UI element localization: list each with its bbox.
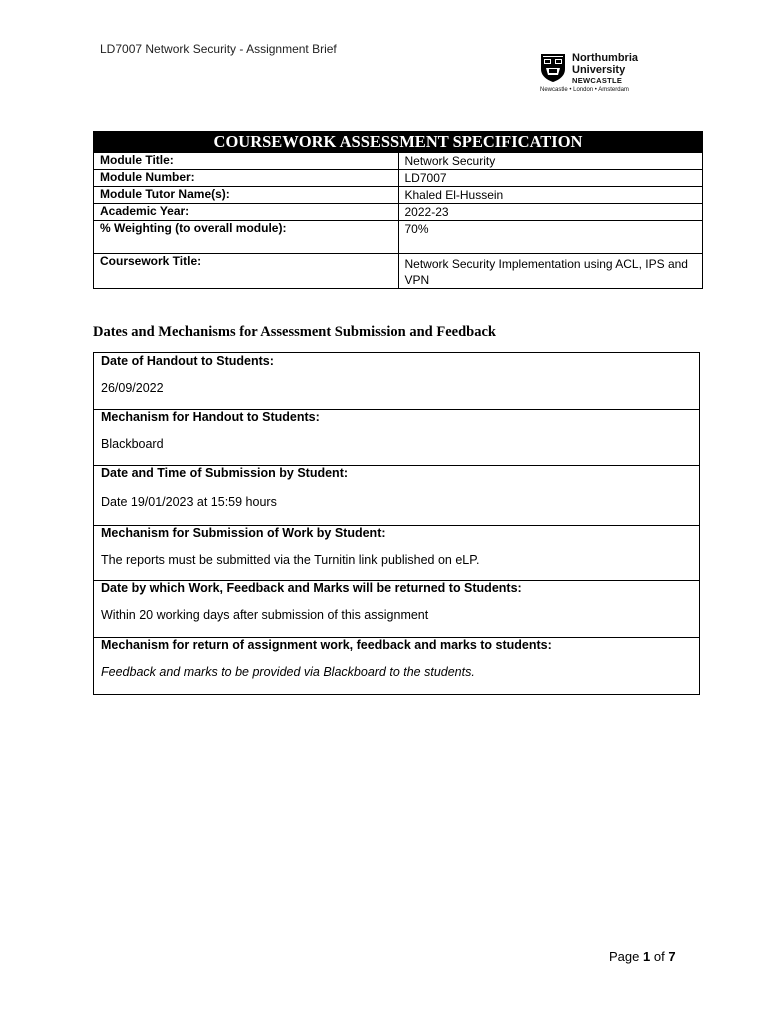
dates-row: [94, 353, 699, 410]
dates-value: 26/09/2022: [101, 381, 164, 395]
logo-campus: NEWCASTLE: [572, 76, 623, 85]
spec-value: Network Security: [398, 153, 703, 170]
dates-value: Feedback and marks to be provided via Blackboard to the students.: [101, 665, 475, 679]
dates-value: Date 19/01/2023 at 15:59 hours: [101, 495, 277, 509]
spec-label: % Weighting (to overall module):: [94, 221, 399, 254]
dates-row: [94, 466, 699, 526]
coursework-spec-table: [93, 131, 703, 289]
dates-value: Within 20 working days after submission of this assignment: [101, 608, 429, 622]
spec-value: 70%: [398, 221, 703, 254]
spec-value: Khaled El-Hussein: [398, 187, 703, 204]
spec-row-weighting: [94, 221, 703, 254]
spec-row-module-tutor: [94, 187, 703, 204]
spec-row-academic-year: [94, 204, 703, 221]
spec-row-module-title: [94, 153, 703, 170]
dates-label: Mechanism for return of assignment work, feedback and marks to students:: [101, 638, 552, 652]
dates-label: Date by which Work, Feedback and Marks will be returned to Students:: [101, 581, 522, 595]
crest-icon: [540, 53, 566, 83]
dates-row: [94, 638, 699, 695]
university-logo: [538, 50, 666, 98]
dates-row: [94, 581, 699, 638]
page-number: Page 1 of 7: [609, 949, 676, 964]
spec-label: Academic Year:: [94, 204, 399, 221]
dates-label: Date and Time of Submission by Student:: [101, 466, 349, 480]
dates-row: [94, 526, 699, 581]
dates-value: The reports must be submitted via the Turnitin link published on eLP.: [101, 553, 480, 567]
spec-value: Network Security Implementation using ACL, IPS and VPN: [398, 254, 703, 289]
dates-label: Mechanism for Handout to Students:: [101, 410, 320, 424]
spec-value: 2022-23: [398, 204, 703, 221]
spec-value: LD7007: [398, 170, 703, 187]
dates-row: [94, 410, 699, 466]
logo-wordmark: Northumbria University: [572, 52, 638, 76]
spec-label: Module Tutor Name(s):: [94, 187, 399, 204]
document-header-title: LD7007 Network Security - Assignment Brief: [100, 42, 337, 56]
logo-cities: Newcastle • London • Amsterdam: [540, 87, 629, 93]
spec-label: Module Number:: [94, 170, 399, 187]
dates-table: [93, 352, 700, 695]
dates-section-title: Dates and Mechanisms for Assessment Submission and Feedback: [93, 324, 496, 340]
dates-label: Date of Handout to Students:: [101, 354, 274, 368]
spec-table-heading: COURSEWORK ASSESSMENT SPECIFICATION: [94, 132, 703, 153]
dates-value: Blackboard: [101, 437, 164, 451]
dates-label: Mechanism for Submission of Work by Student:: [101, 526, 386, 540]
spec-row-module-number: [94, 170, 703, 187]
spec-row-coursework-title: [94, 254, 703, 289]
spec-label: Coursework Title:: [94, 254, 399, 289]
spec-label: Module Title:: [94, 153, 399, 170]
